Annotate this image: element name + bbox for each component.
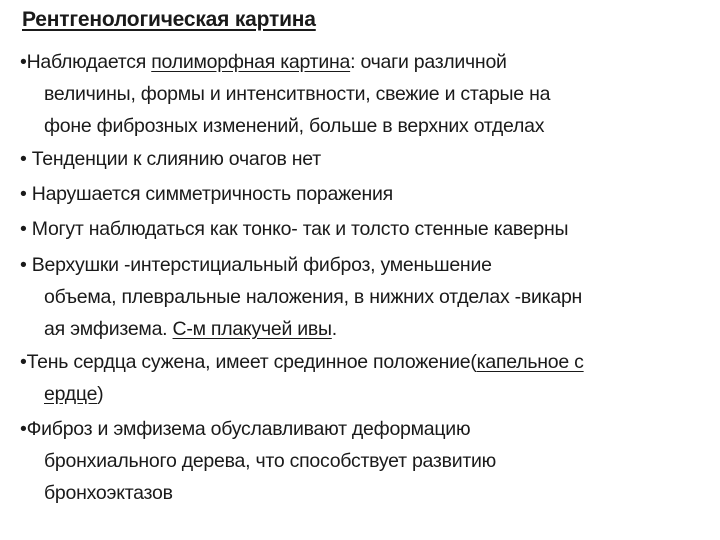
- bullet-1-text-cont: : очаги различной: [350, 51, 507, 73]
- bullet-1-line-3: фоне фиброзных изменений, больше в верхних отделах: [44, 115, 545, 137]
- bullet-3: • Нарушается симметричность поражения: [20, 183, 393, 205]
- bullet-5-text: ая эмфизема.: [44, 318, 173, 340]
- bullet-7-line-3: бронхоэктазов: [44, 482, 173, 504]
- drop-heart-term-part-1: капельное с: [476, 351, 584, 373]
- bullet-7-line-1: •Фиброз и эмфизема обуславливают деформацию: [20, 418, 471, 440]
- polymorphic-picture-term: полиморфная картина: [151, 51, 351, 73]
- bullet-5-line-2: объема, плевральные наложения, в нижних отделах -викарн: [44, 286, 583, 308]
- bullet-5-line-3: [44, 316, 337, 342]
- bullet-6-closing-paren: ): [97, 383, 104, 405]
- slide-title: Рентгенологическая картина: [22, 8, 316, 31]
- weeping-willow-term: С-м плакучей ивы: [172, 318, 332, 340]
- bullet-4: • Могут наблюдаться как тонко- так и толсто стенные каверны: [20, 218, 569, 240]
- bullet-6-line-1: [20, 349, 584, 375]
- bullet-1-line-1: [20, 49, 507, 75]
- bullet-7-line-2: бронхиального дерева, что способствует развитию: [44, 450, 497, 472]
- bullet-5-line-1: • Верхушки -интерстициальный фиброз, уменьшение: [20, 254, 492, 276]
- bullet-1-line-2: величины, формы и интенситвности, свежие и старые на: [44, 83, 551, 105]
- bullet-1-text: •Наблюдается: [20, 51, 152, 73]
- bullet-6-text: •Тень сердца сужена, имеет срединное положение(: [20, 351, 477, 373]
- bullet-6-line-2: [44, 381, 103, 407]
- bullet-5-period: .: [331, 318, 337, 340]
- bullet-2: • Тенденции к слиянию очагов нет: [20, 148, 321, 170]
- drop-heart-term-part-2: ердце: [44, 383, 98, 405]
